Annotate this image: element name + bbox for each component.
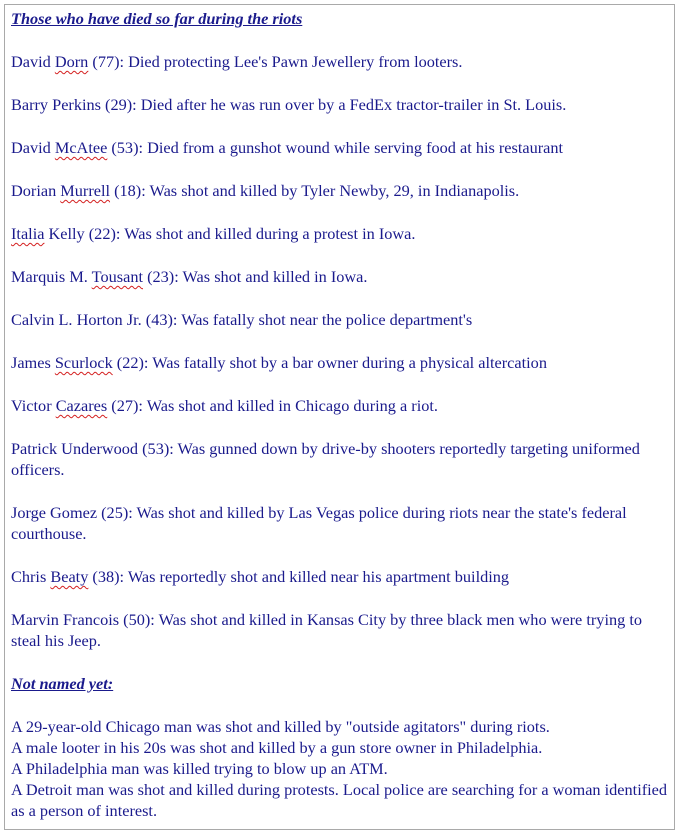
spellcheck-flagged-word: Tousant bbox=[91, 267, 143, 286]
victim-name-part: Calvin L. Horton Jr. bbox=[11, 310, 142, 329]
victim-entry bbox=[11, 502, 671, 544]
victim-name-part: David bbox=[11, 138, 55, 157]
victim-name-part: Chris bbox=[11, 567, 51, 586]
victim-name-part: Dorian bbox=[11, 181, 61, 200]
entries-list bbox=[11, 51, 671, 651]
victim-entry bbox=[11, 51, 671, 72]
victim-description: (29): Died after he was run over by a FedEx tractor-trailer in St. Louis. bbox=[100, 95, 567, 114]
spellcheck-flagged-word: Beaty bbox=[50, 567, 89, 586]
victim-name-part: Marvin Francois bbox=[11, 610, 120, 629]
spellcheck-flagged-word: Italia bbox=[11, 224, 45, 243]
victim-entry bbox=[11, 395, 671, 416]
victim-description: (53): Was gunned down by drive-by shooters reportedly targeting uniformed officers. bbox=[11, 439, 640, 479]
victim-description: (77): Died protecting Lee's Pawn Jewellery from looters. bbox=[88, 52, 463, 71]
unnamed-victim-line: A 29-year-old Chicago man was shot and killed by "outside agitators" during riots. bbox=[11, 717, 550, 736]
spellcheck-flagged-word: Murrell bbox=[60, 181, 111, 200]
spellcheck-flagged-word: Cazares bbox=[55, 396, 108, 415]
victim-entry bbox=[11, 180, 671, 201]
spellcheck-flagged-word: Dorn bbox=[54, 52, 89, 71]
victim-entry bbox=[11, 309, 671, 330]
not-named-list bbox=[11, 716, 671, 821]
victim-name-part: Barry Perkins bbox=[11, 95, 101, 114]
spellcheck-flagged-word: Scurlock bbox=[54, 353, 113, 372]
victim-name-part: James bbox=[11, 353, 55, 372]
victim-description: (23): Was shot and killed in Iowa. bbox=[143, 267, 368, 286]
spellcheck-flagged-word: McAtee bbox=[54, 138, 108, 157]
spacer bbox=[11, 29, 671, 51]
unnamed-victim-line: A male looter in his 20s was shot and killed by a gun store owner in Philadelphia. bbox=[11, 738, 543, 757]
victim-description: (25): Was shot and killed by Las Vegas police during riots near the state's federal courthouse. bbox=[11, 503, 627, 543]
section-heading-not-named: Not named yet: bbox=[11, 674, 114, 693]
victim-name-part: Victor bbox=[11, 396, 56, 415]
victim-entry bbox=[11, 266, 671, 287]
victim-name-part: Marquis M. bbox=[11, 267, 92, 286]
document-body[interactable] bbox=[11, 8, 671, 821]
victim-description: (43): Was fatally shot near the police department's bbox=[141, 310, 473, 329]
victim-entry bbox=[11, 352, 671, 373]
victim-name-part: Jorge Gomez bbox=[11, 503, 98, 522]
victim-entry bbox=[11, 223, 671, 244]
victim-description: (27): Was shot and killed in Chicago during a riot. bbox=[107, 396, 438, 415]
document-frame bbox=[4, 4, 675, 830]
victim-description: (50): Was shot and killed in Kansas City by three black men who were trying to steal his Jeep. bbox=[11, 610, 642, 650]
victim-entry bbox=[11, 137, 671, 158]
victim-entry bbox=[11, 94, 671, 115]
section-heading-deaths: Those who have died so far during the riots bbox=[11, 9, 303, 28]
unnamed-victim-line: A Philadelphia man was killed trying to blow up an ATM. bbox=[11, 759, 388, 778]
victim-name-part: David bbox=[11, 52, 55, 71]
victim-description: (53): Died from a gunshot wound while serving food at his restaurant bbox=[107, 138, 564, 157]
spacer bbox=[11, 694, 671, 716]
victim-entry bbox=[11, 566, 671, 587]
victim-description: Kelly (22): Was shot and killed during a protest in Iowa. bbox=[44, 224, 416, 243]
victim-entry bbox=[11, 438, 671, 480]
unnamed-victim-line: A Detroit man was shot and killed during protests. Local police are searching for a woman identified as a person of interest. bbox=[11, 780, 668, 820]
victim-description: (22): Was fatally shot by a bar owner during a physical altercation bbox=[112, 353, 547, 372]
victim-description: (38): Was reportedly shot and killed near his apartment building bbox=[88, 567, 510, 586]
victim-description: (18): Was shot and killed by Tyler Newby, 29, in Indianapolis. bbox=[110, 181, 520, 200]
victim-name-part: Patrick Underwood bbox=[11, 439, 139, 458]
victim-entry bbox=[11, 609, 671, 651]
